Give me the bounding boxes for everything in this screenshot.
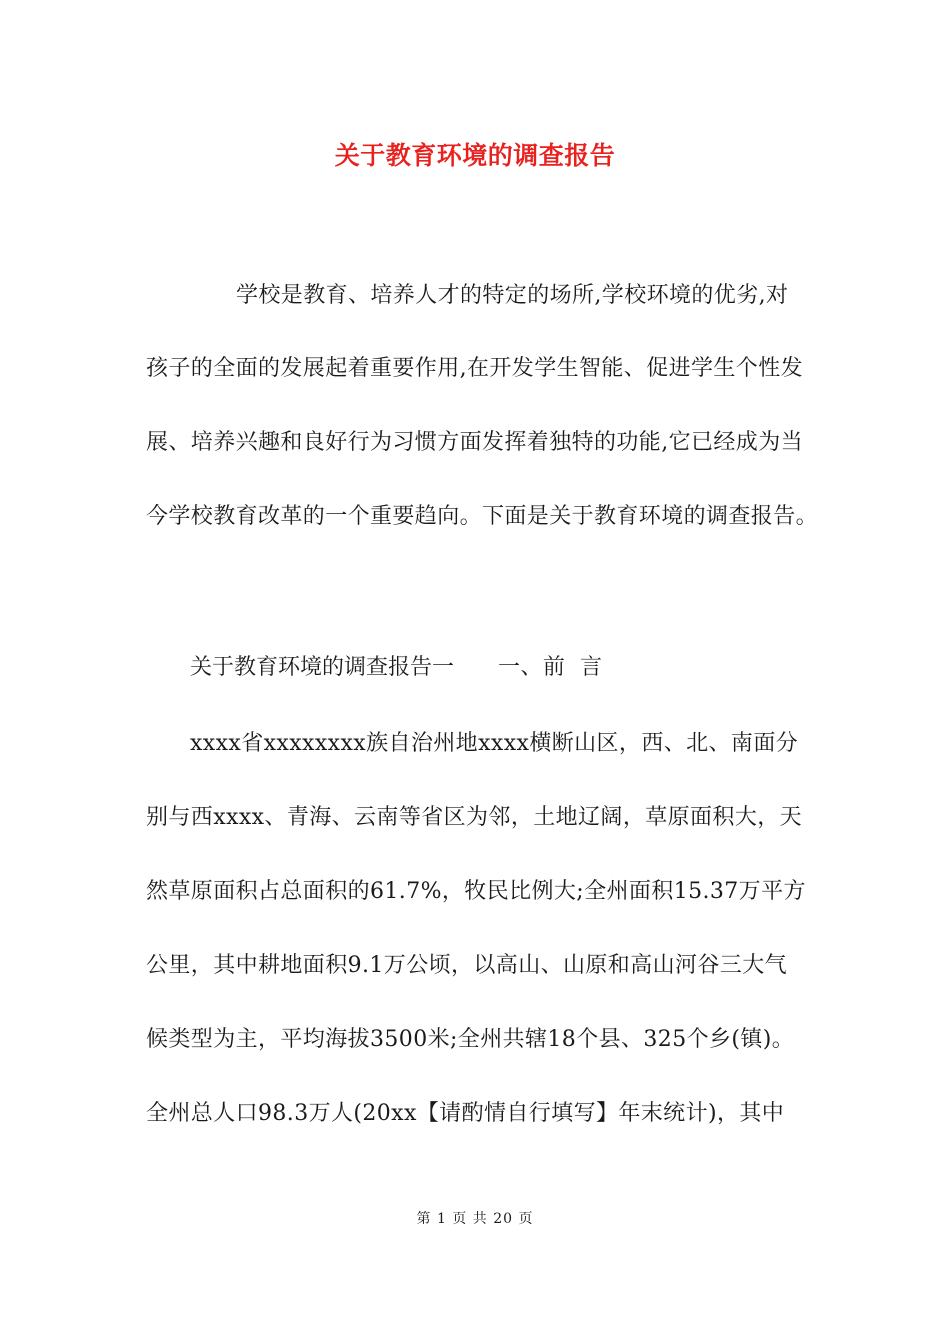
section-subtitle: 一、前 言	[498, 655, 603, 680]
document-title: 关于教育环境的调查报告	[334, 141, 616, 170]
page-footer: 第 1 页 共 20 页	[416, 1211, 534, 1227]
body-line-4: 公里，其中耕地面积9.1万公顷，以高山、山原和高山河谷三大气	[146, 953, 787, 978]
intro-line-1: 学校是教育、培养人才的特定的场所,学校环境的优劣,对	[236, 283, 789, 308]
intro-line-4: 今学校教育改革的一个重要趋向。下面是关于教育环境的调查报告。	[146, 504, 819, 529]
section-heading	[190, 653, 602, 683]
body-line-2: 别与西xxxx、青海、云南等省区为邻，土地辽阔，草原面积大，天	[146, 805, 803, 830]
body-line-5: 候类型为主，平均海拔3500米;全州共辖18个县、325个乡(镇)。	[146, 1027, 795, 1052]
intro-line-3: 展、培养兴趣和良好行为习惯方面发挥着独特的功能,它已经成为当	[146, 430, 803, 455]
section-title: 关于教育环境的调查报告一	[190, 655, 455, 680]
body-line-3: 然草原面积占总面积的61.7%，牧民比例大;全州面积15.37万平方	[146, 879, 806, 904]
intro-line-2: 孩子的全面的发展起着重要作用,在开发学生智能、促进学生个性发	[146, 356, 803, 381]
body-line-6: 全州总人口98.3万人(20xx【请酌情自行填写】年末统计)，其中	[146, 1101, 785, 1126]
body-line-1: xxxx省xxxxxxxx族自治州地xxxx横断山区，西、北、南面分	[190, 731, 799, 756]
